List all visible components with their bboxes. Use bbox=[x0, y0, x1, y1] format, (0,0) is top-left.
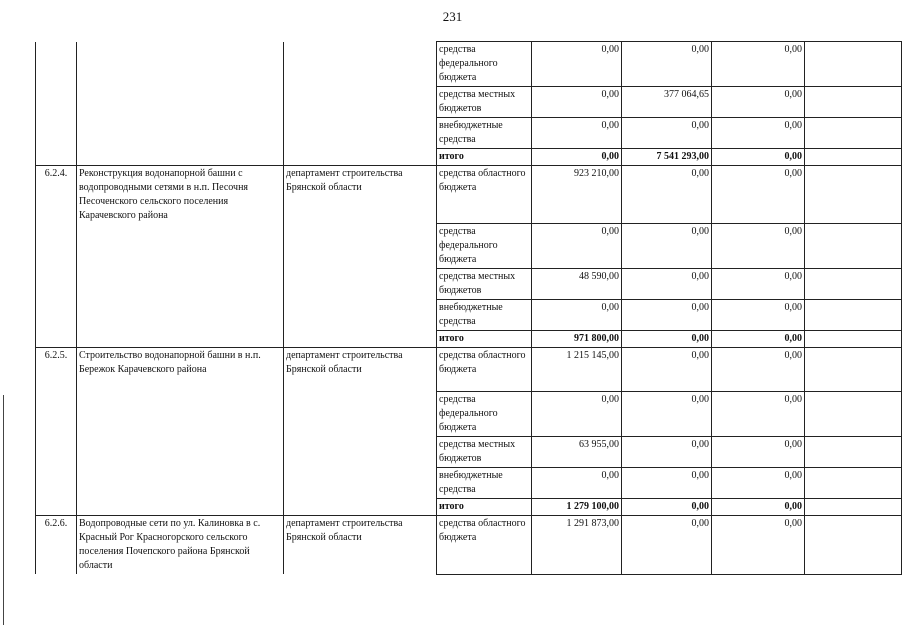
extra-cell bbox=[805, 149, 902, 166]
extra-cell bbox=[805, 437, 902, 468]
value-cell: 0,00 bbox=[532, 392, 622, 437]
value-cell: 0,00 bbox=[622, 499, 712, 516]
value-cell: 0,00 bbox=[532, 149, 622, 166]
item-department: департамент строительства Брянской области bbox=[284, 348, 437, 516]
funding-source: итого bbox=[437, 331, 532, 348]
funding-source: средства федерального бюджета bbox=[437, 224, 532, 269]
value-cell: 0,00 bbox=[712, 468, 805, 499]
extra-cell bbox=[805, 392, 902, 437]
extra-cell bbox=[805, 468, 902, 499]
value-cell: 0,00 bbox=[622, 118, 712, 149]
budget-table bbox=[35, 41, 902, 575]
value-cell: 0,00 bbox=[622, 392, 712, 437]
page-number: 231 bbox=[442, 9, 463, 24]
extra-cell bbox=[805, 499, 902, 516]
funding-source: внебюджетные средства bbox=[437, 300, 532, 331]
item-code: 6.2.5. bbox=[36, 348, 77, 516]
value-cell: 971 800,00 bbox=[532, 331, 622, 348]
carryover-row bbox=[36, 42, 902, 87]
value-cell: 0,00 bbox=[622, 331, 712, 348]
extra-cell bbox=[805, 300, 902, 331]
value-cell: 0,00 bbox=[622, 269, 712, 300]
item-code: 6.2.4. bbox=[36, 166, 77, 348]
funding-source: средства местных бюджетов bbox=[437, 437, 532, 468]
funding-source: средства местных бюджетов bbox=[437, 87, 532, 118]
value-cell: 0,00 bbox=[712, 300, 805, 331]
value-cell: 0,00 bbox=[712, 42, 805, 87]
value-cell: 0,00 bbox=[622, 348, 712, 392]
value-cell: 0,00 bbox=[712, 166, 805, 224]
value-cell: 923 210,00 bbox=[532, 166, 622, 224]
extra-cell bbox=[805, 42, 902, 87]
item-name: Строительство водонапорной башни в н.п. Бережок Карачевского района bbox=[77, 348, 284, 516]
value-cell: 0,00 bbox=[712, 149, 805, 166]
value-cell: 1 291 873,00 bbox=[532, 516, 622, 575]
value-cell: 0,00 bbox=[712, 392, 805, 437]
value-cell: 0,00 bbox=[622, 166, 712, 224]
margin-rule bbox=[3, 395, 4, 625]
extra-cell bbox=[805, 331, 902, 348]
extra-cell bbox=[805, 516, 902, 575]
value-cell: 0,00 bbox=[532, 224, 622, 269]
item-row bbox=[36, 516, 902, 575]
value-cell: 0,00 bbox=[532, 42, 622, 87]
value-cell: 377 064,65 bbox=[622, 87, 712, 118]
value-cell: 0,00 bbox=[712, 118, 805, 149]
extra-cell bbox=[805, 166, 902, 224]
item-row bbox=[36, 348, 902, 392]
name-cell-empty bbox=[77, 42, 284, 166]
value-cell: 0,00 bbox=[712, 87, 805, 118]
value-cell: 7 541 293,00 bbox=[622, 149, 712, 166]
value-cell: 0,00 bbox=[712, 331, 805, 348]
funding-source: средства областного бюджета bbox=[437, 348, 532, 392]
item-name: Водопроводные сети по ул. Калиновка в с. Красный Рог Красногорского сельского поселения Почепского района Брянской области bbox=[77, 516, 284, 575]
value-cell: 1 279 100,00 bbox=[532, 499, 622, 516]
value-cell: 1 215 145,00 bbox=[532, 348, 622, 392]
funding-source: средства областного бюджета bbox=[437, 516, 532, 575]
item-row bbox=[36, 166, 902, 224]
value-cell: 0,00 bbox=[532, 87, 622, 118]
item-name: Реконструкция водонапорной башни с водопроводными сетями в н.п. Песочня Песоченского сельского поселения Карачевского района bbox=[77, 166, 284, 348]
value-cell: 0,00 bbox=[532, 300, 622, 331]
value-cell: 0,00 bbox=[712, 348, 805, 392]
extra-cell bbox=[805, 224, 902, 269]
value-cell: 0,00 bbox=[622, 437, 712, 468]
value-cell: 48 590,00 bbox=[532, 269, 622, 300]
funding-source: внебюджетные средства bbox=[437, 118, 532, 149]
extra-cell bbox=[805, 87, 902, 118]
value-cell: 0,00 bbox=[532, 468, 622, 499]
extra-cell bbox=[805, 118, 902, 149]
funding-source: средства федерального бюджета bbox=[437, 42, 532, 87]
code-cell-empty bbox=[36, 42, 77, 166]
funding-source: внебюджетные средства bbox=[437, 468, 532, 499]
value-cell: 0,00 bbox=[622, 468, 712, 499]
value-cell: 0,00 bbox=[622, 300, 712, 331]
value-cell: 63 955,00 bbox=[532, 437, 622, 468]
funding-source: итого bbox=[437, 149, 532, 166]
item-department: департамент строительства Брянской области bbox=[284, 516, 437, 575]
value-cell: 0,00 bbox=[622, 224, 712, 269]
funding-source: средства областного бюджета bbox=[437, 166, 532, 224]
extra-cell bbox=[805, 348, 902, 392]
item-code: 6.2.6. bbox=[36, 516, 77, 575]
value-cell: 0,00 bbox=[712, 499, 805, 516]
value-cell: 0,00 bbox=[622, 42, 712, 87]
value-cell: 0,00 bbox=[532, 118, 622, 149]
value-cell: 0,00 bbox=[622, 516, 712, 575]
funding-source: итого bbox=[437, 499, 532, 516]
value-cell: 0,00 bbox=[712, 224, 805, 269]
value-cell: 0,00 bbox=[712, 269, 805, 300]
funding-source: средства местных бюджетов bbox=[437, 269, 532, 300]
item-department: департамент строительства Брянской области bbox=[284, 166, 437, 348]
funding-source: средства федерального бюджета bbox=[437, 392, 532, 437]
extra-cell bbox=[805, 269, 902, 300]
value-cell: 0,00 bbox=[712, 516, 805, 575]
value-cell: 0,00 bbox=[712, 437, 805, 468]
department-cell-empty bbox=[284, 42, 437, 166]
